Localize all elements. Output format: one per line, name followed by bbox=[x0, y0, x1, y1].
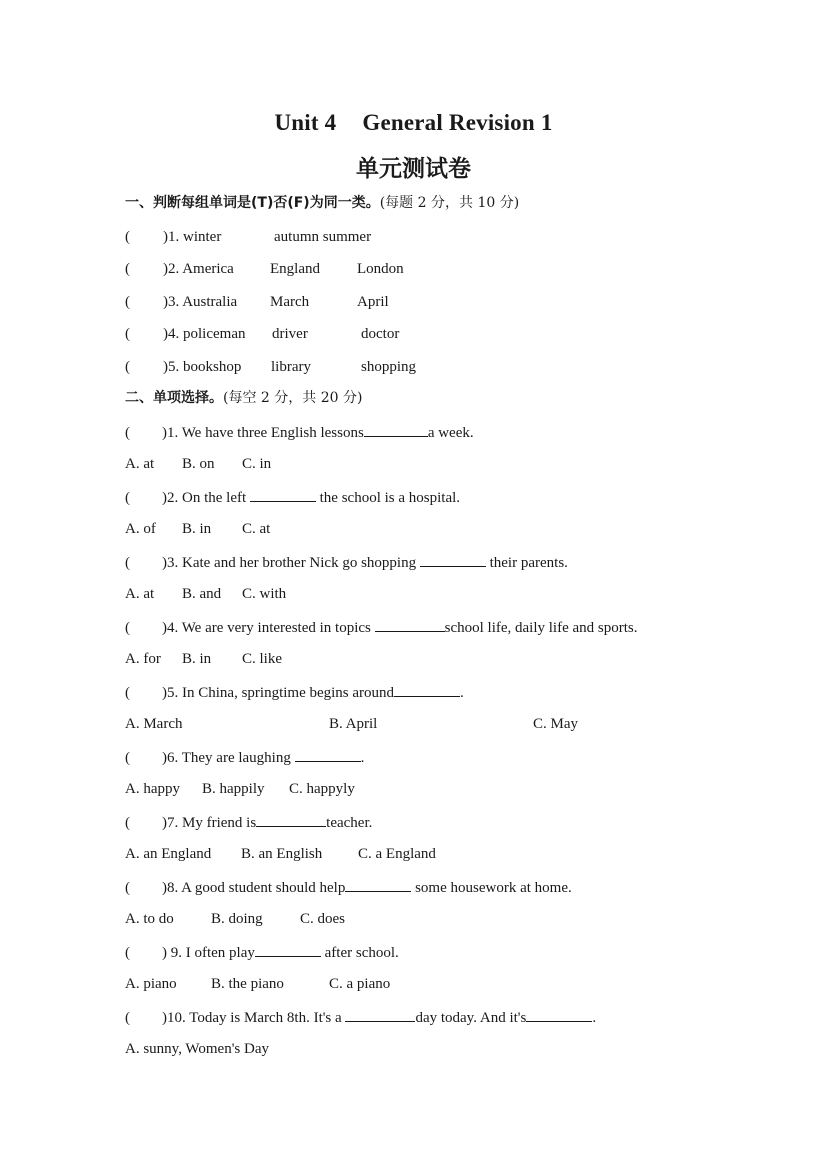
question-text-end: . bbox=[360, 750, 365, 766]
word-2: autumn summer bbox=[274, 229, 372, 245]
word-2: library bbox=[271, 359, 311, 375]
option-a[interactable]: A. sunny, Women's Day bbox=[125, 1041, 269, 1057]
answer-paren[interactable]: ( bbox=[125, 229, 130, 245]
question-text-end: after school. bbox=[320, 945, 399, 961]
options-10 bbox=[125, 1039, 269, 1059]
option-b[interactable]: B. in bbox=[182, 651, 212, 667]
question-1 bbox=[125, 422, 474, 443]
option-c[interactable]: C. a piano bbox=[329, 976, 391, 992]
question-text: )6. They are laughing bbox=[162, 750, 295, 766]
fill-blank[interactable] bbox=[375, 617, 445, 632]
answer-paren[interactable]: ( bbox=[125, 326, 130, 342]
answer-paren[interactable]: ( bbox=[125, 880, 130, 896]
title-unit: Unit 4 bbox=[274, 110, 337, 135]
question-text: )7. My friend is bbox=[162, 815, 257, 831]
option-b[interactable]: B. in bbox=[182, 521, 212, 537]
option-c[interactable]: C. May bbox=[533, 716, 578, 732]
judge-item-1 bbox=[125, 227, 525, 247]
question-text-end: . bbox=[460, 685, 464, 701]
question-10 bbox=[125, 1007, 596, 1028]
word-1: bookshop bbox=[183, 359, 242, 375]
question-text: ) 9. I often play bbox=[162, 945, 255, 961]
question-6 bbox=[125, 747, 364, 768]
option-a[interactable]: A. March bbox=[125, 716, 183, 732]
fill-blank[interactable] bbox=[420, 552, 486, 567]
word-3: April bbox=[357, 294, 389, 310]
question-text: )3. Kate and her brother Nick go shopping bbox=[162, 555, 420, 571]
options-9 bbox=[125, 974, 445, 994]
question-3 bbox=[125, 552, 568, 573]
answer-paren[interactable]: ( bbox=[125, 815, 130, 831]
section2-heading bbox=[125, 388, 362, 408]
options-8 bbox=[125, 909, 425, 929]
option-b[interactable]: B. doing bbox=[211, 911, 263, 927]
option-a[interactable]: A. to do bbox=[125, 911, 174, 927]
section1-title: 一、判断每组单词是(T)否(F)为同一类。 bbox=[125, 195, 380, 211]
answer-paren[interactable]: ( bbox=[125, 490, 130, 506]
option-b[interactable]: B. happily bbox=[202, 781, 265, 797]
option-a[interactable]: A. at bbox=[125, 586, 155, 602]
fill-blank[interactable] bbox=[394, 682, 460, 697]
question-text-end: . bbox=[592, 1010, 597, 1026]
options-7 bbox=[125, 844, 525, 864]
answer-paren[interactable]: ( bbox=[125, 555, 130, 571]
question-text: )2. On the left bbox=[162, 490, 250, 506]
option-c[interactable]: C. in bbox=[242, 456, 272, 472]
word-2: driver bbox=[272, 326, 308, 342]
fill-blank[interactable] bbox=[295, 747, 361, 762]
options-4 bbox=[125, 649, 425, 669]
judge-item-4 bbox=[125, 324, 525, 344]
judge-item-5 bbox=[125, 357, 525, 377]
section2-title: 二、单项选择。 bbox=[125, 390, 223, 406]
word-3: London bbox=[357, 261, 404, 277]
answer-paren[interactable]: ( bbox=[125, 359, 130, 375]
option-b[interactable]: B. on bbox=[182, 456, 215, 472]
word-3: shopping bbox=[361, 359, 417, 375]
item-number: )3. bbox=[163, 294, 180, 310]
fill-blank[interactable] bbox=[255, 942, 321, 957]
item-number: )4. bbox=[163, 326, 180, 342]
question-text-end: the school is a hospital. bbox=[315, 490, 461, 506]
option-a[interactable]: A. happy bbox=[125, 781, 180, 797]
question-text: )10. Today is March 8th. It's a bbox=[162, 1010, 346, 1026]
title-name: General Revision 1 bbox=[362, 110, 553, 135]
answer-paren[interactable]: ( bbox=[125, 294, 130, 310]
option-a[interactable]: A. piano bbox=[125, 976, 177, 992]
option-c[interactable]: C. happyly bbox=[289, 781, 355, 797]
question-text-end: school life, daily life and sports. bbox=[444, 620, 638, 636]
option-b[interactable]: B. an English bbox=[241, 846, 323, 862]
fill-blank[interactable] bbox=[256, 812, 326, 827]
answer-paren[interactable]: ( bbox=[125, 620, 130, 636]
item-number: )5. bbox=[163, 359, 180, 375]
question-5 bbox=[125, 682, 464, 703]
question-7 bbox=[125, 812, 372, 833]
judge-item-2 bbox=[125, 259, 525, 279]
answer-paren[interactable]: ( bbox=[125, 685, 130, 701]
answer-paren[interactable]: ( bbox=[125, 261, 130, 277]
item-number: )1. bbox=[163, 229, 180, 245]
question-9 bbox=[125, 942, 399, 963]
question-text: )4. We are very interested in topics bbox=[162, 620, 375, 636]
judge-item-3 bbox=[125, 292, 525, 312]
option-a[interactable]: A. an England bbox=[125, 846, 212, 862]
answer-paren[interactable]: ( bbox=[125, 1010, 130, 1026]
option-c[interactable]: C. a England bbox=[358, 846, 436, 862]
word-3: doctor bbox=[361, 326, 400, 342]
question-text-end: teacher. bbox=[326, 815, 373, 831]
section2-note: (每空 2 分，共 20 分) bbox=[223, 390, 363, 406]
page-title bbox=[0, 110, 827, 136]
option-b[interactable]: B. and bbox=[182, 586, 222, 602]
word-2: England bbox=[270, 261, 320, 277]
fill-blank[interactable] bbox=[345, 877, 411, 892]
option-c[interactable]: C. at bbox=[242, 521, 271, 537]
option-c[interactable]: C. like bbox=[242, 651, 282, 667]
word-2: March bbox=[270, 294, 310, 310]
option-a[interactable]: A. of bbox=[125, 521, 156, 537]
option-c[interactable]: C. does bbox=[300, 911, 345, 927]
question-text: )1. We have three English lessons bbox=[162, 425, 364, 441]
question-text: )5. In China, springtime begins around bbox=[162, 685, 395, 701]
options-5 bbox=[125, 714, 625, 734]
fill-blank[interactable] bbox=[250, 487, 316, 502]
options-2 bbox=[125, 519, 425, 539]
question-text-end: some housework at home. bbox=[411, 880, 572, 896]
answer-paren[interactable]: ( bbox=[125, 945, 130, 961]
fill-blank[interactable] bbox=[364, 422, 428, 437]
question-text: )8. A good student should help bbox=[162, 880, 346, 896]
section1-note: (每题 2 分，共 10 分) bbox=[379, 195, 520, 211]
question-text-end: a week. bbox=[427, 425, 474, 441]
option-a[interactable]: A. for bbox=[125, 651, 161, 667]
fill-blank-2[interactable] bbox=[526, 1007, 592, 1022]
question-text-end: their parents. bbox=[485, 555, 568, 571]
options-3 bbox=[125, 584, 425, 604]
section1-heading bbox=[125, 193, 519, 213]
word-1: winter bbox=[183, 229, 222, 245]
option-a[interactable]: A. at bbox=[125, 456, 155, 472]
option-b[interactable]: B. April bbox=[329, 716, 378, 732]
question-4 bbox=[125, 617, 638, 638]
options-6 bbox=[125, 779, 425, 799]
word-1: America bbox=[182, 261, 234, 277]
word-1: Australia bbox=[182, 294, 238, 310]
question-text-mid: day today. And it's bbox=[415, 1010, 527, 1026]
fill-blank[interactable] bbox=[345, 1007, 415, 1022]
answer-paren[interactable]: ( bbox=[125, 425, 130, 441]
question-8 bbox=[125, 877, 572, 898]
answer-paren[interactable]: ( bbox=[125, 750, 130, 766]
option-c[interactable]: C. with bbox=[242, 586, 287, 602]
options-1 bbox=[125, 454, 425, 474]
item-number: )2. bbox=[163, 261, 180, 277]
page-subtitle: 单元测试卷 bbox=[356, 155, 471, 182]
question-2 bbox=[125, 487, 460, 508]
word-1: policeman bbox=[183, 326, 246, 342]
option-b[interactable]: B. the piano bbox=[211, 976, 284, 992]
